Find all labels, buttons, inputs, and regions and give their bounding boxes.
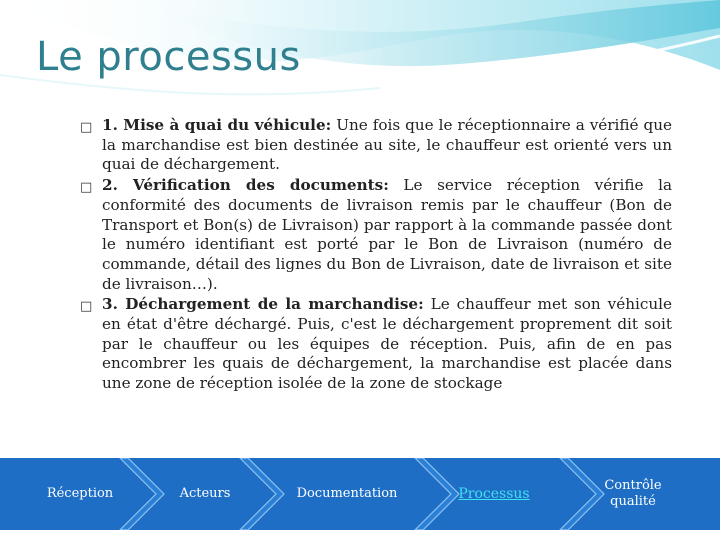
item-heading: 3. Déchargement de la marchandise: [102, 295, 424, 314]
checkbox-bullet-icon: □ [80, 299, 93, 315]
nav-item-controle-qualite[interactable]: Contrôle qualité [604, 478, 662, 509]
nav-item-documentation[interactable]: Documentation [296, 486, 398, 501]
nav-item-processus[interactable]: Processus [458, 486, 530, 502]
list-item [80, 295, 672, 394]
content-list [80, 116, 672, 395]
item-body: Le service réception vérifie la conformité des documents de livraison remis par le chauffeur (Bon de Transport et Bon(s) de Livraison) par rapport à la commande passée dont le numéro identifiant est porté par le Bon de Livraison (numéro de commande, détail des lignes du Bon de Livraison, date de livraison et site de livraison…). [102, 176, 672, 293]
list-item-text [102, 295, 672, 394]
checkbox-bullet-icon: □ [80, 120, 93, 135]
list-item [80, 176, 672, 294]
nav-item-reception[interactable]: Réception [46, 486, 114, 501]
bottom-nav-bar [0, 458, 720, 530]
item-body: Une fois que le réceptionnaire a vérifié que la marchandise est bien destinée au site, le chauffeur est orienté vers un quai de déchargement. [102, 116, 672, 174]
list-item [80, 116, 672, 175]
list-item-text [102, 116, 672, 175]
slide-title: Le processus [36, 34, 301, 80]
item-heading: 2. Vérification des documents: [102, 176, 389, 195]
item-body: Le chauffeur met son véhicule en état d'être déchargé. Puis, c'est le déchargement proprement dit soit par le chauffeur ou les équipes de réception. Puis, afin de en pas encombrer les quais de déchargement, la marchandise est placée dans une zone de réception isolée de la zone de stockage [102, 295, 672, 393]
checkbox-bullet-icon: □ [80, 180, 93, 196]
item-heading: 1. Mise à quai du véhicule: [102, 116, 332, 134]
list-item-text [102, 176, 672, 294]
nav-item-acteurs[interactable]: Acteurs [179, 486, 231, 501]
